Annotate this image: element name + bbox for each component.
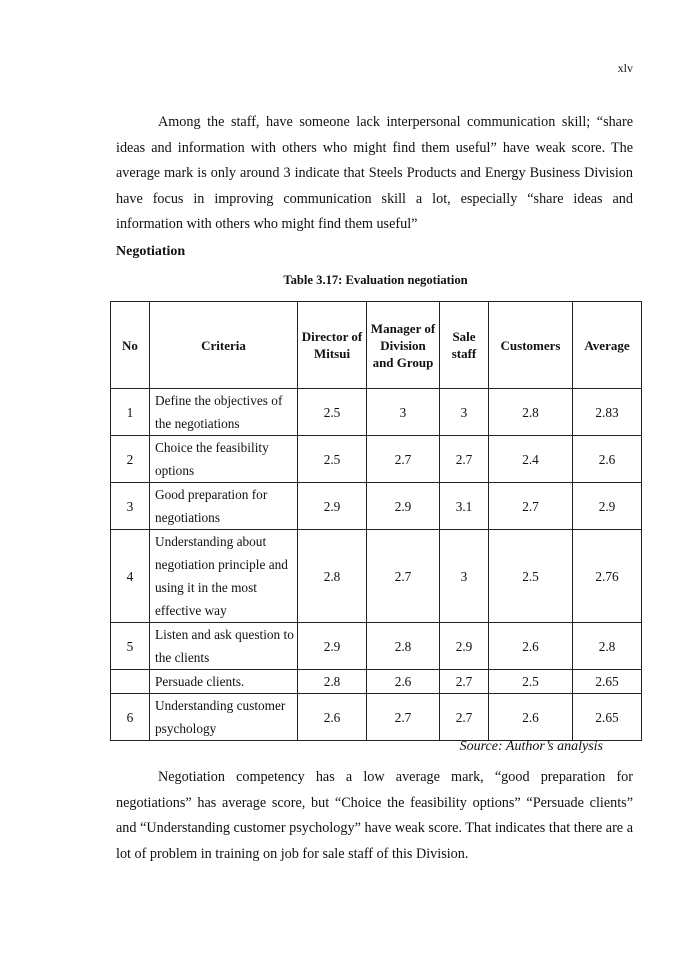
- cell-director: 2.5: [298, 436, 367, 483]
- cell-manager: 2.7: [367, 694, 440, 741]
- cell-average: 2.65: [573, 670, 642, 694]
- cell-criteria: Persuade clients.: [150, 670, 298, 694]
- cell-customers: 2.6: [489, 623, 573, 670]
- cell-average: 2.8: [573, 623, 642, 670]
- cell-director: 2.9: [298, 483, 367, 530]
- cell-sale-staff: 2.7: [440, 670, 489, 694]
- cell-sale-staff: 2.7: [440, 694, 489, 741]
- cell-criteria: Understanding customer psychology: [150, 694, 298, 741]
- cell-sale-staff: 3: [440, 389, 489, 436]
- header-customers: Customers: [489, 302, 573, 389]
- cell-sale-staff: 3: [440, 530, 489, 623]
- cell-criteria: Listen and ask question to the clients: [150, 623, 298, 670]
- paragraph-communication: [116, 110, 633, 238]
- cell-no: 5: [111, 623, 150, 670]
- cell-customers: 2.5: [489, 530, 573, 623]
- table-row: [111, 530, 642, 623]
- cell-manager: 2.7: [367, 436, 440, 483]
- cell-no: 2: [111, 436, 150, 483]
- cell-sale-staff: 2.9: [440, 623, 489, 670]
- cell-director: 2.9: [298, 623, 367, 670]
- cell-manager: 3: [367, 389, 440, 436]
- paragraph-negotiation: [116, 765, 633, 867]
- cell-customers: 2.8: [489, 389, 573, 436]
- cell-director: 2.6: [298, 694, 367, 741]
- table-header-row: [111, 302, 642, 389]
- cell-no: 1: [111, 389, 150, 436]
- header-sale-staff: Sale staff: [440, 302, 489, 389]
- cell-customers: 2.6: [489, 694, 573, 741]
- cell-criteria: Define the objectives of the negotiations: [150, 389, 298, 436]
- table-row: [111, 436, 642, 483]
- cell-criteria: Good preparation for negotiations: [150, 483, 298, 530]
- cell-criteria: Choice the feasibility options: [150, 436, 298, 483]
- cell-sale-staff: 2.7: [440, 436, 489, 483]
- cell-no: 4: [111, 530, 150, 623]
- paragraph-negotiation-text: Negotiation competency has a low average mark, “good preparation for negotiations” has average score, but “Choice the feasibility options” “Persuade clients” and “Understanding customer psychology” have weak score. That indicates that there are a lot of problem in training on job for sale staff of this Division.: [116, 769, 633, 862]
- header-manager: Manager of Division and Group: [367, 302, 440, 389]
- cell-average: 2.65: [573, 694, 642, 741]
- table-row: [111, 623, 642, 670]
- header-no: No: [111, 302, 150, 389]
- header-director: Director of Mitsui: [298, 302, 367, 389]
- cell-average: 2.6: [573, 436, 642, 483]
- cell-no: [111, 670, 150, 694]
- table-row: [111, 670, 642, 694]
- cell-director: 2.5: [298, 389, 367, 436]
- cell-sale-staff: 3.1: [440, 483, 489, 530]
- cell-manager: 2.9: [367, 483, 440, 530]
- cell-no: 3: [111, 483, 150, 530]
- section-heading: Negotiation: [116, 244, 186, 259]
- cell-manager: 2.6: [367, 670, 440, 694]
- cell-criteria: Understanding about negotiation principle and using it in the most effective way: [150, 530, 298, 623]
- paragraph-communication-text: Among the staff, have someone lack interpersonal communication skill; “share ideas and information with others who might find them useful” have weak score. The average mark is only around 3 indicate that Steels Products and Energy Business Division have focus in improving communication skill a lot, especially “share ideas and information with others who might find them useful”: [116, 114, 633, 233]
- table-row: [111, 483, 642, 530]
- header-criteria: Criteria: [150, 302, 298, 389]
- cell-average: 2.76: [573, 530, 642, 623]
- cell-director: 2.8: [298, 670, 367, 694]
- cell-director: 2.8: [298, 530, 367, 623]
- header-average: Average: [573, 302, 642, 389]
- table-caption: Table 3.17: Evaluation negotiation: [283, 273, 468, 287]
- cell-customers: 2.5: [489, 670, 573, 694]
- cell-customers: 2.4: [489, 436, 573, 483]
- page-number: xlv: [617, 61, 633, 75]
- table-row: [111, 389, 642, 436]
- cell-manager: 2.7: [367, 530, 440, 623]
- cell-average: 2.9: [573, 483, 642, 530]
- cell-no: 6: [111, 694, 150, 741]
- table-source: Source: Author’s analysis: [459, 739, 603, 754]
- evaluation-table: [110, 301, 642, 741]
- cell-manager: 2.8: [367, 623, 440, 670]
- cell-average: 2.83: [573, 389, 642, 436]
- cell-customers: 2.7: [489, 483, 573, 530]
- table-row: [111, 694, 642, 741]
